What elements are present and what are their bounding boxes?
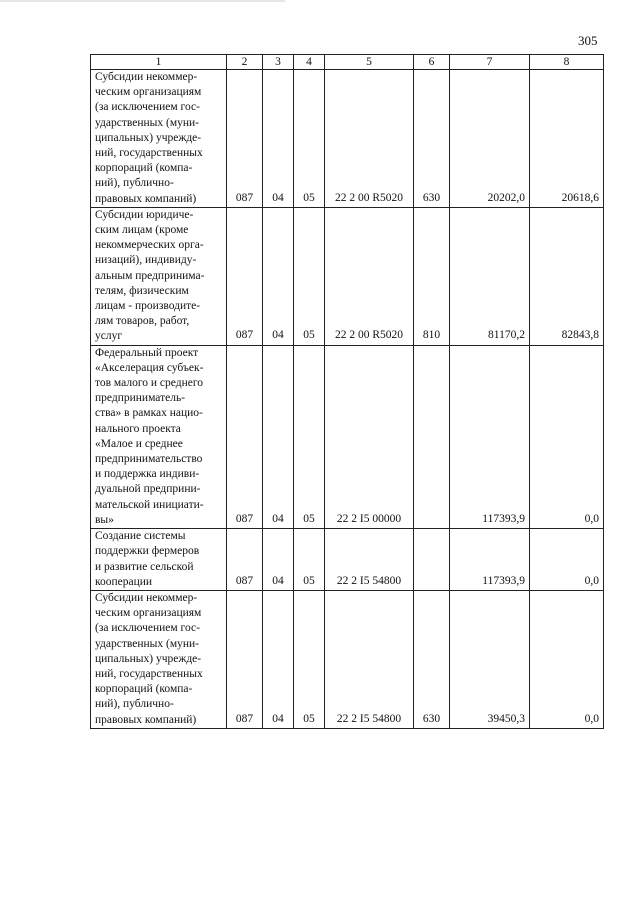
cell-col8: 20618,6 [530,70,604,208]
column-header: 6 [414,55,450,70]
column-header: 5 [325,55,414,70]
cell-col3: 04 [263,529,294,591]
table-row [91,207,604,345]
cell-col4: 05 [294,70,325,208]
row-name: Создание системы поддержки фермеров и развитие сельской кооперации [91,529,227,591]
row-name: Субсидии юридиче- ским лицам (кроме некоммерческих орга- низаций), индивиду- альным предпринима- телям, физическим лицам - производите- лям товаров, работ, услуг [91,207,227,345]
cell-col6: 630 [414,590,450,728]
cell-col6: 630 [414,70,450,208]
cell-col2: 087 [227,529,263,591]
column-header: 8 [530,55,604,70]
cell-col3: 04 [263,345,294,528]
table-row [91,345,604,528]
cell-col4: 05 [294,207,325,345]
cell-col7: 81170,2 [450,207,530,345]
cell-col4: 05 [294,345,325,528]
cell-col6: 810 [414,207,450,345]
cell-col5: 22 2 I5 00000 [325,345,414,528]
cell-col3: 04 [263,70,294,208]
cell-col6 [414,529,450,591]
cell-col4: 05 [294,590,325,728]
cell-col4: 05 [294,529,325,591]
cell-col7: 20202,0 [450,70,530,208]
column-header: 3 [263,55,294,70]
table-header-row [91,55,604,70]
row-name: Федеральный проект «Акселерация субъек- тов малого и среднего предприниматель- ства» в рамках нацио- нального проекта «Малое и среднее предпринимательство и поддержка индиви- дуальной предприни- мательской инициати- вы» [91,345,227,528]
scan-edge-mark [0,0,285,2]
table-row [91,590,604,728]
cell-col5: 22 2 I5 54800 [325,529,414,591]
row-name: Субсидии некоммер- ческим организациям (за исключением гос- ударственных (муни- ципальных) учрежде- ний, государственных корпораций (компа- ний), публично- правовых компаний) [91,70,227,208]
row-name: Субсидии некоммер- ческим организациям (за исключением гос- ударственных (муни- ципальных) учрежде- ний, государственных корпораций (компа- ний), публично- правовых компаний) [91,590,227,728]
column-header: 1 [91,55,227,70]
cell-col5: 22 2 00 R5020 [325,70,414,208]
table-row [91,70,604,208]
cell-col8: 0,0 [530,529,604,591]
cell-col2: 087 [227,70,263,208]
column-header: 4 [294,55,325,70]
cell-col2: 087 [227,590,263,728]
cell-col5: 22 2 00 R5020 [325,207,414,345]
cell-col8: 0,0 [530,590,604,728]
cell-col7: 117393,9 [450,529,530,591]
cell-col8: 0,0 [530,345,604,528]
cell-col3: 04 [263,590,294,728]
cell-col3: 04 [263,207,294,345]
cell-col8: 82843,8 [530,207,604,345]
cell-col2: 087 [227,345,263,528]
cell-col2: 087 [227,207,263,345]
cell-col7: 117393,9 [450,345,530,528]
cell-col6 [414,345,450,528]
budget-table [90,54,604,729]
column-header: 7 [450,55,530,70]
table-row [91,529,604,591]
cell-col7: 39450,3 [450,590,530,728]
cell-col5: 22 2 I5 54800 [325,590,414,728]
column-header: 2 [227,55,263,70]
page-number: 305 [578,33,598,48]
